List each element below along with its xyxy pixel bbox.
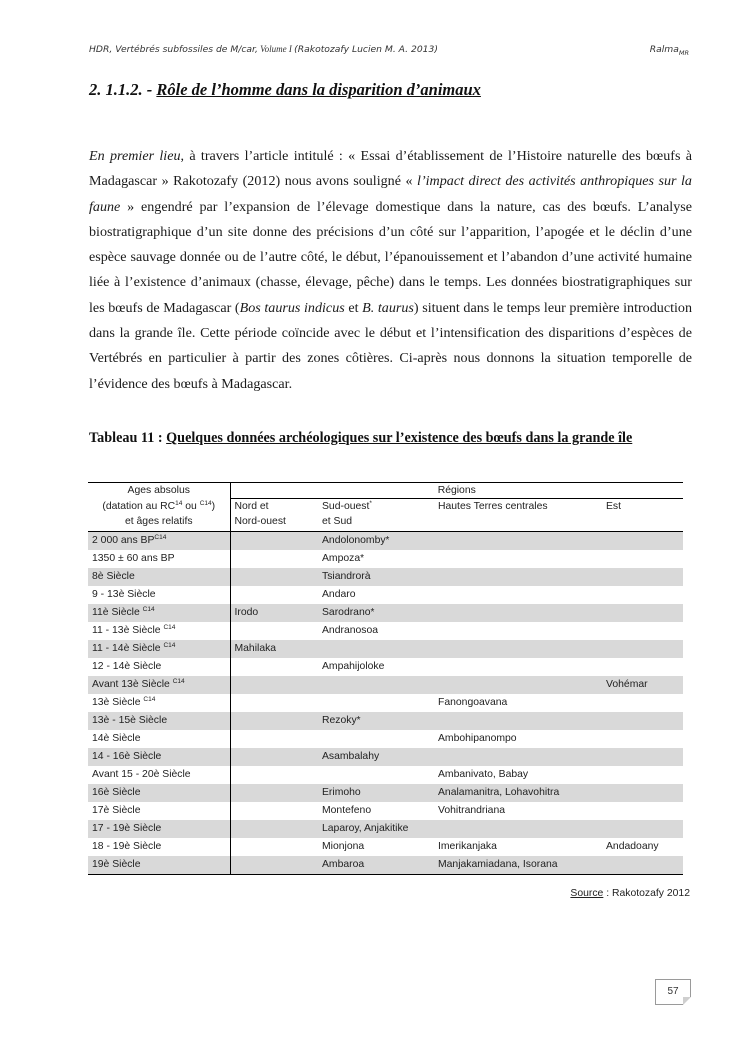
cell-est: [602, 694, 683, 712]
cell-age: [88, 730, 230, 748]
cell-age-text: 13è Siècle: [92, 697, 144, 708]
header-regions: Régions: [230, 483, 683, 499]
cell-age-text: 12 - 14è Siècle: [92, 661, 162, 672]
cell-est: [602, 550, 683, 568]
archaeology-table: [88, 482, 683, 875]
cell-sud-text: Ampoza: [322, 553, 361, 564]
cell-sud-text: Erimoho: [322, 787, 361, 798]
header-ages-sup-c14: C14: [199, 499, 212, 507]
cell-age-text: 14è Siècle: [92, 733, 141, 744]
cell-nord: [230, 532, 318, 551]
table-row: [88, 694, 683, 712]
section-title-text: Rôle de l’homme dans la disparition d’animaux: [156, 80, 481, 99]
header-col-est: Est: [602, 499, 683, 515]
cell-sud-text: Asambalahy: [322, 751, 380, 762]
table-caption: [89, 430, 632, 447]
cell-sud-text: Andaro: [322, 589, 356, 600]
header-ages-sup-14: 14: [175, 499, 183, 507]
page-number: 57: [667, 986, 679, 997]
cell-sud: [318, 694, 434, 712]
header-col-nord-1: Nord et: [230, 499, 318, 515]
table-source: [540, 888, 690, 899]
source-text: : Rakotozafy 2012: [603, 888, 690, 899]
cell-age: [88, 856, 230, 875]
header-ages-dating: (datation au RC: [102, 500, 176, 512]
table-row: [88, 802, 683, 820]
running-header: [89, 44, 693, 62]
cell-age-text: 17 - 19è Siècle: [92, 823, 162, 834]
cell-est: [602, 586, 683, 604]
cell-nord: Irodo: [230, 604, 318, 622]
header-right-sub: MR: [678, 48, 689, 57]
cell-age-dating-sup: C14: [163, 624, 176, 631]
cell-sud: [318, 550, 434, 568]
header-right-main: Ralma: [649, 44, 679, 55]
para-text-1: , à travers l’article intitulé : « Essai d’établissement de l’Histoire naturelle des bœufs à Madagascar » Rakotozafy (2012) nous avons souligné «: [89, 148, 693, 190]
cell-nord: [230, 784, 318, 802]
cell-est: [602, 730, 683, 748]
cell-age-text: Avant 15 - 20è Siècle: [92, 769, 191, 780]
cell-est: [602, 748, 683, 766]
cell-sud-text: Mionjona: [322, 841, 365, 852]
table-row: [88, 766, 683, 784]
cell-sud: [318, 586, 434, 604]
cell-age-dating-sup: C14: [154, 534, 167, 541]
header-col-est-empty: [602, 514, 683, 532]
table-row: [88, 838, 683, 856]
table-row: [88, 658, 683, 676]
table-row: [88, 784, 683, 802]
cell-age: [88, 694, 230, 712]
cell-age: [88, 766, 230, 784]
table-header-row-3: [88, 514, 683, 532]
cell-nord: [230, 730, 318, 748]
para-text-2: » engendré par l’expansion de l’élevage domestique dans la nature, cas des bœufs. L’analyse biostratigraphique d’un site donne des précisions d’un côté sur l’apparition, l’apogée et le déclin d’une espèce sauvage donnée ou de l’autre côté, le début, l’épanouissement et l’abandon d’une activité humaine liée à l’existence d’animaux (chasse, élevage, pêche) dans le temps. Les données biostratigraphiques sur les bœufs de Madagascar (: [89, 198, 692, 316]
cell-est: [602, 604, 683, 622]
cell-age: [88, 532, 230, 551]
cell-hautes: [434, 532, 602, 551]
table-row: [88, 712, 683, 730]
cell-sud: [318, 820, 434, 838]
cell-est: [602, 532, 683, 551]
cell-est: [602, 568, 683, 586]
cell-sud: [318, 658, 434, 676]
header-left: [89, 44, 438, 55]
header-right: [650, 44, 689, 57]
cell-nord: [230, 694, 318, 712]
cell-est: [602, 856, 683, 875]
cell-age-text: 1350 ± 60 ans BP: [92, 553, 175, 564]
section-number: 2. 1.1.2. -: [89, 80, 157, 99]
cell-sud: [318, 766, 434, 784]
cell-age: [88, 802, 230, 820]
cell-sud-text: Ampahijoloke: [322, 661, 385, 672]
para-text-4: ) situent dans le temps leur première introduction dans la grande île. Cette période coïncide avec le début et l’intensification des disparitions d’espèces de Vertébrés en particulier à partir des zones côtières. Ci-après nous donnons la situation temporelle de l’évidence des bœufs à Madagascar.: [89, 299, 692, 392]
cell-hautes: [434, 820, 602, 838]
cell-sud: [318, 622, 434, 640]
cell-sud: [318, 640, 434, 658]
cell-age-text: 8è Siècle: [92, 571, 135, 582]
cell-hautes: [434, 604, 602, 622]
header-ages-close: ): [211, 500, 216, 512]
cell-hautes: [434, 712, 602, 730]
cell-hautes: [434, 550, 602, 568]
cell-est: [602, 802, 683, 820]
cell-age-dating-sup: C14: [143, 696, 156, 703]
cell-age: [88, 586, 230, 604]
table-header-row-2: [88, 499, 683, 515]
cell-sud: [318, 604, 434, 622]
cell-est: [602, 622, 683, 640]
cell-est: [602, 658, 683, 676]
cell-hautes: Vohitrandriana: [438, 805, 506, 816]
cell-age: [88, 676, 230, 694]
cell-hautes: Ambohipanompo: [438, 733, 517, 744]
cell-nord: [230, 838, 318, 856]
cell-nord: [230, 748, 318, 766]
cell-nord: [230, 622, 318, 640]
cell-est: [602, 820, 683, 838]
cell-sud-text: Rezoky: [322, 715, 357, 726]
cell-sud: [318, 568, 434, 586]
header-col-sud-star: *: [369, 500, 372, 507]
table-row: [88, 568, 683, 586]
cell-hautes: Ambanivato, Babay: [438, 769, 529, 780]
header-ages-line1: Ages absolus: [88, 483, 230, 499]
cell-est: Vohémar: [602, 676, 683, 694]
table-row: [88, 820, 683, 838]
table-row: [88, 730, 683, 748]
cell-age: [88, 838, 230, 856]
table-row: [88, 532, 683, 551]
table-row: [88, 748, 683, 766]
cell-sud: [318, 730, 434, 748]
cell-age-text: 16è Siècle: [92, 787, 141, 798]
cell-nord: [230, 820, 318, 838]
cell-age: [88, 604, 230, 622]
cell-sud: [318, 784, 434, 802]
cell-age: [88, 622, 230, 640]
header-col-hautes-empty: [434, 514, 602, 532]
cell-age-text: 9 - 13è Siècle: [92, 589, 156, 600]
cell-est: [602, 712, 683, 730]
cell-sud-text: Andranosoa: [322, 625, 379, 636]
header-author: (Rakotozafy Lucien M. A. 2013): [294, 44, 438, 55]
cell-sud: [318, 712, 434, 730]
cell-sud: [318, 532, 434, 551]
cell-age: [88, 640, 230, 658]
header-ages-or: ou: [182, 500, 200, 512]
cell-hautes: [434, 622, 602, 640]
para-lead-italic: En premier lieu: [89, 148, 181, 164]
cell-est: [602, 784, 683, 802]
cell-age-text: 14 - 16è Siècle: [92, 751, 162, 762]
header-volume: Volume I: [257, 44, 295, 54]
cell-age: [88, 748, 230, 766]
cell-sud-text: Laparoy, Anjakitike: [322, 823, 409, 834]
cell-nord: [230, 658, 318, 676]
table-row: [88, 604, 683, 622]
section-heading: [89, 80, 481, 100]
header-col-nord-2: Nord-ouest: [234, 516, 286, 527]
cell-sud-text: Sarodrano: [322, 607, 371, 618]
header-col-sud-text: Sud-ouest: [322, 501, 370, 512]
cell-nord: [230, 802, 318, 820]
cell-age-text: 17è Siècle: [92, 805, 141, 816]
cell-age-text: 19è Siècle: [92, 859, 141, 870]
cell-age: [88, 820, 230, 838]
cell-nord: [230, 568, 318, 586]
cell-sud: [318, 802, 434, 820]
cell-hautes: Manjakamiadana, Isorana: [434, 856, 602, 875]
table-row: [88, 550, 683, 568]
cell-est: [602, 766, 683, 784]
cell-age-text: 2 000 ans BP: [92, 535, 155, 546]
cell-sud-text: Tsiandrorà: [322, 571, 371, 582]
cell-age: [88, 784, 230, 802]
cell-nord: [230, 856, 318, 875]
cell-hautes: [434, 748, 602, 766]
para-species-2: B. taurus: [362, 299, 414, 316]
cell-sud-star: *: [385, 535, 390, 546]
cell-sud-star: *: [370, 607, 375, 618]
table-row: [88, 676, 683, 694]
cell-nord: Mahilaka: [230, 640, 318, 658]
cell-age: [88, 550, 230, 568]
cell-hautes: [434, 658, 602, 676]
cell-hautes: [434, 676, 602, 694]
cell-est: [602, 640, 683, 658]
header-col-sud-2: et Sud: [322, 516, 353, 527]
cell-nord: [230, 676, 318, 694]
source-label: Source: [570, 888, 604, 899]
table-caption-label: Tableau 11 :: [89, 430, 167, 446]
header-col-hautes: Hautes Terres centrales: [434, 499, 602, 515]
table-row: [88, 640, 683, 658]
cell-age-text: 13è - 15è Siècle: [92, 715, 168, 726]
header-title: HDR, Vertébrés subfossiles de M/car,: [89, 44, 258, 55]
header-ages-line3: et âges relatifs: [88, 514, 230, 532]
table-row: [88, 622, 683, 640]
cell-age: [88, 568, 230, 586]
cell-nord: [230, 766, 318, 784]
cell-age: [88, 658, 230, 676]
cell-sud: [318, 838, 434, 856]
cell-sud-text: Andolonomby: [322, 535, 386, 546]
cell-nord: [230, 586, 318, 604]
cell-est: Andadoany: [606, 841, 659, 852]
cell-sud-star: *: [360, 553, 365, 564]
table-caption-title: Quelques données archéologiques sur l’existence des bœufs dans la grande île: [166, 430, 633, 446]
header-ages-line2: [88, 499, 230, 515]
cell-hautes: Analamanitra, Lohavohitra: [434, 784, 602, 802]
body-paragraph: [89, 144, 692, 397]
cell-hautes: [434, 640, 602, 658]
cell-hautes: Imerikanjaka: [438, 841, 497, 852]
cell-nord: [230, 712, 318, 730]
cell-age-dating-sup: C14: [172, 678, 185, 685]
cell-hautes: [434, 568, 602, 586]
table-row: [88, 586, 683, 604]
table-header-row-1: [88, 483, 683, 499]
cell-nord: [230, 550, 318, 568]
cell-age-dating-sup: C14: [142, 606, 155, 613]
cell-sud: [318, 676, 434, 694]
cell-age: [88, 712, 230, 730]
para-text-3: et: [344, 299, 363, 316]
cell-age-text: 11 - 13è Siècle: [92, 625, 164, 636]
para-quote-italic: l’impact direct des activités anthropiques sur la faune: [89, 173, 692, 215]
page-fold-corner: [683, 997, 691, 1005]
header-col-sud-1: [318, 499, 434, 515]
cell-age-dating-sup: C14: [163, 642, 176, 649]
cell-age-text: 18 - 19è Siècle: [92, 841, 162, 852]
cell-age-text: 11 - 14è Siècle: [92, 643, 164, 654]
para-species-1: Bos taurus indicus: [239, 299, 345, 316]
cell-sud-star: *: [356, 715, 361, 726]
cell-sud-text: Ambaroa: [322, 859, 365, 870]
cell-hautes: Fanongoavana: [438, 697, 508, 708]
cell-sud-text: Montefeno: [322, 805, 372, 816]
page-number-badge: [655, 979, 691, 1005]
cell-age-text: 11è Siècle: [92, 607, 143, 618]
cell-sud: [318, 748, 434, 766]
cell-sud: [318, 856, 434, 875]
cell-age-text: Avant 13è Siècle: [92, 679, 173, 690]
cell-hautes: [434, 586, 602, 604]
table-row: [88, 856, 683, 875]
